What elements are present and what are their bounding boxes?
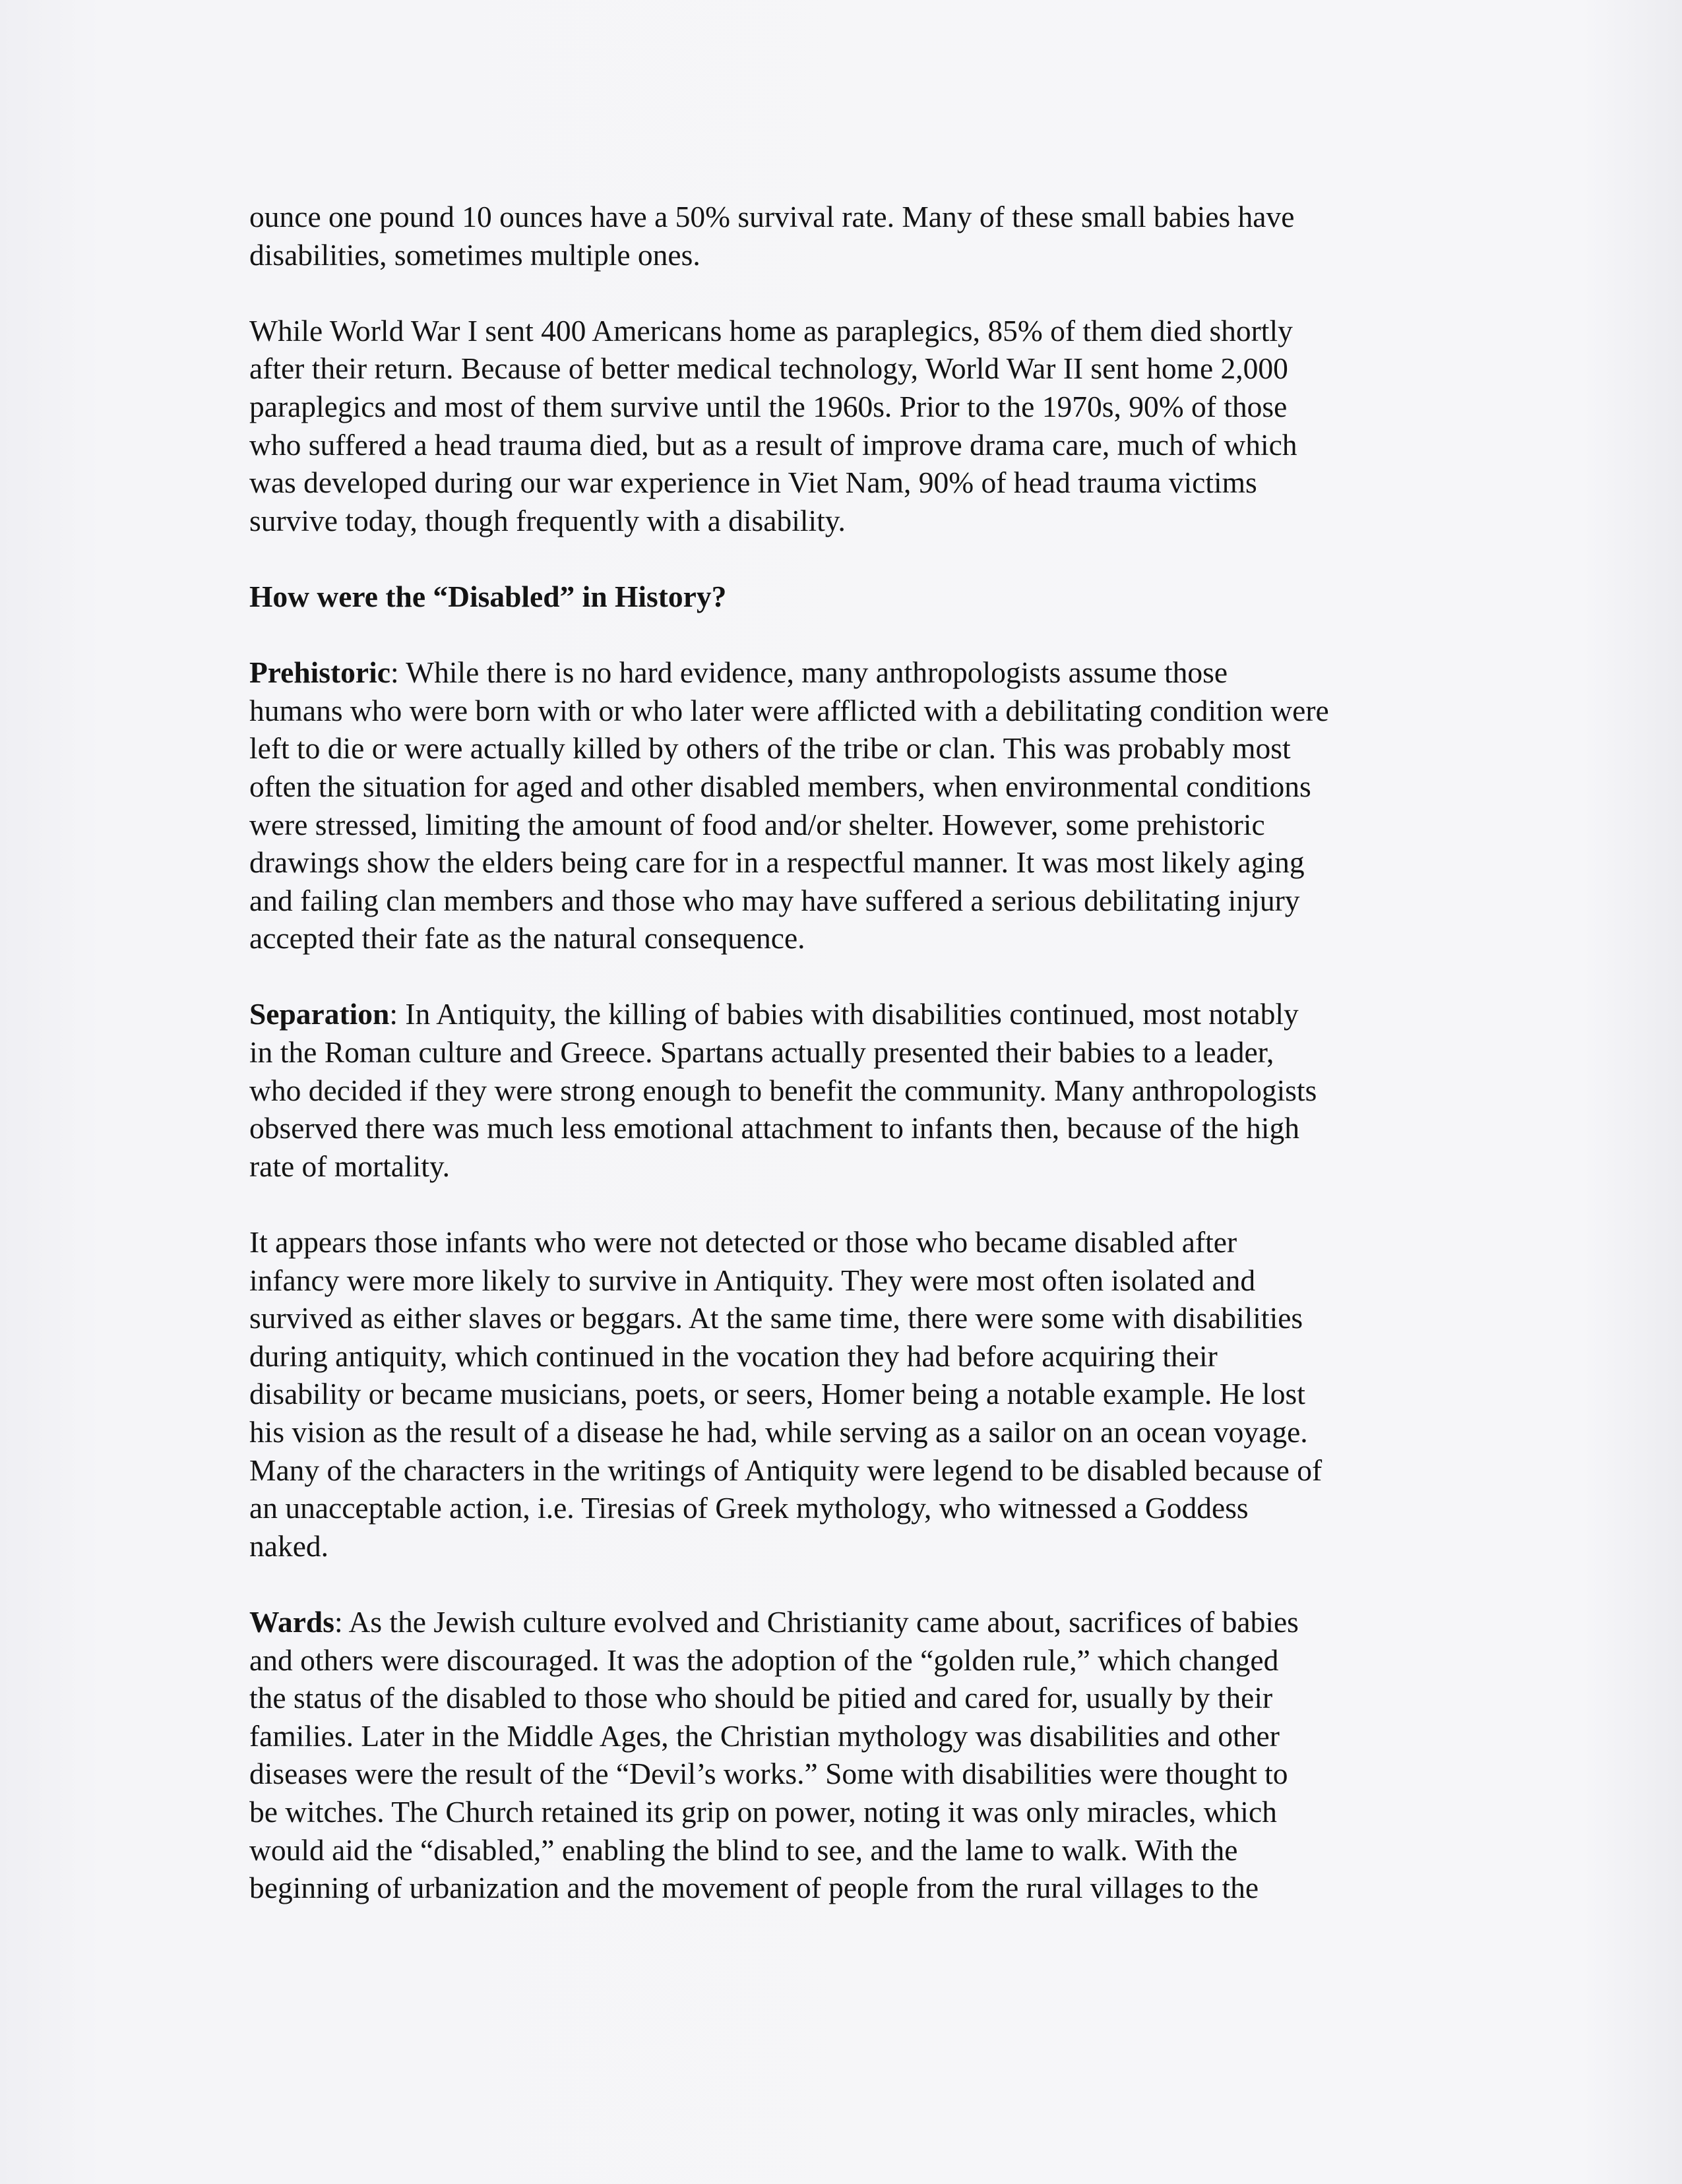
paragraph-antiquity — [249, 1223, 1456, 1565]
text-line: humans who were born with or who later were afflicted with a debilitating condition were — [249, 693, 1329, 727]
lead-continuation: : In Antiquity, the killing of babies with disabilities continued, most notably — [389, 997, 1299, 1031]
section-heading: How were the “Disabled” in History? — [249, 579, 727, 613]
text-line: drawings show the elders being care for in a respectful manner. It was most likely aging — [249, 845, 1305, 880]
text-line: disabilities, sometimes multiple ones. — [249, 237, 701, 272]
text-line: While World War I sent 400 Americans home as paraplegics, 85% of them died shortly — [249, 313, 1293, 348]
text-line: would aid the “disabled,” enabling the blind to see, and the lame to walk. With the — [249, 1833, 1238, 1867]
paragraph-survival-rate — [249, 198, 1456, 274]
text-line: and others were discouraged. It was the adoption of the “golden rule,” which changed — [249, 1643, 1279, 1677]
text-line — [249, 995, 1456, 1033]
text-line: in the Roman culture and Greece. Spartans actually presented their babies to a leader, — [249, 1035, 1274, 1070]
lead-term: Separation — [249, 997, 390, 1031]
text-line — [249, 1603, 1456, 1641]
text-line: beginning of urbanization and the movement of people from the rural villages to the — [249, 1871, 1259, 1905]
text-line — [249, 653, 1456, 692]
text-line: rate of mortality. — [249, 1149, 451, 1183]
text-line: and failing clan members and those who may have suffered a serious debilitating injury — [249, 883, 1300, 917]
text-line: infancy were more likely to survive in Antiquity. They were most often isolated and — [249, 1263, 1256, 1297]
paragraph-separation — [249, 995, 1456, 1185]
text-line: It appears those infants who were not detected or those who became disabled after — [249, 1225, 1237, 1259]
lead-term: Prehistoric — [249, 655, 390, 690]
text-line: survive today, though frequently with a disability. — [249, 503, 846, 537]
text-line: survived as either slaves or beggars. At the same time, there were some with disabilities — [249, 1301, 1303, 1335]
text-line: diseases were the result of the “Devil’s works.” Some with disabilities were thought to — [249, 1757, 1288, 1791]
paragraph-wards — [249, 1603, 1456, 1907]
text-line: accepted their fate as the natural consequence. — [249, 921, 805, 956]
text-line: be witches. The Church retained its grip on power, noting it was only miracles, which — [249, 1794, 1277, 1829]
text-line: his vision as the result of a disease he had, while serving as a sailor on an ocean voyage. — [249, 1415, 1308, 1449]
text-line: paraplegics and most of them survive until the 1960s. Prior to the 1970s, 90% of those — [249, 389, 1288, 423]
paragraph-prehistoric — [249, 653, 1456, 957]
text-line: was developed during our war experience in Viet Nam, 90% of head trauma victims — [249, 466, 1257, 500]
text-line: left to die or were actually killed by others of the tribe or clan. This was probably most — [249, 731, 1291, 766]
text-line: often the situation for aged and other disabled members, when environmental conditions — [249, 769, 1311, 803]
lead-term: Wards — [249, 1604, 334, 1639]
text-line: ounce one pound 10 ounces have a 50% survival rate. Many of these small babies have — [249, 200, 1295, 233]
paragraph-world-war — [249, 312, 1456, 540]
text-line: during antiquity, which continued in the vocation they had before acquiring their — [249, 1339, 1218, 1373]
document-body — [249, 198, 1456, 1945]
text-line: disability or became musicians, poets, or seers, Homer being a notable example. He lost — [249, 1377, 1305, 1411]
lead-continuation: : While there is no hard evidence, many anthropologists assume those — [390, 655, 1228, 690]
text-line: naked. — [249, 1529, 329, 1563]
text-line: who decided if they were strong enough to benefit the community. Many anthropologists — [249, 1073, 1317, 1107]
text-line: Many of the characters in the writings of Antiquity were legend to be disabled because of — [249, 1453, 1323, 1487]
text-line: who suffered a head trauma died, but as a result of improve drama care, much of which — [249, 427, 1297, 462]
text-line: were stressed, limiting the amount of food and/or shelter. However, some prehistoric — [249, 807, 1265, 841]
text-line: after their return. Because of better medical technology, World War II sent home 2,000 — [249, 351, 1288, 386]
text-line: families. Later in the Middle Ages, the Christian mythology was disabilities and other — [249, 1718, 1280, 1753]
text-line: observed there was much less emotional attachment to infants then, because of the high — [249, 1111, 1300, 1145]
lead-continuation: : As the Jewish culture evolved and Christianity came about, sacrifices of babies — [334, 1604, 1299, 1639]
text-line: an unacceptable action, i.e. Tiresias of Greek mythology, who witnessed a Goddess — [249, 1491, 1249, 1525]
text-line: the status of the disabled to those who should be pitied and cared for, usually by their — [249, 1681, 1273, 1715]
